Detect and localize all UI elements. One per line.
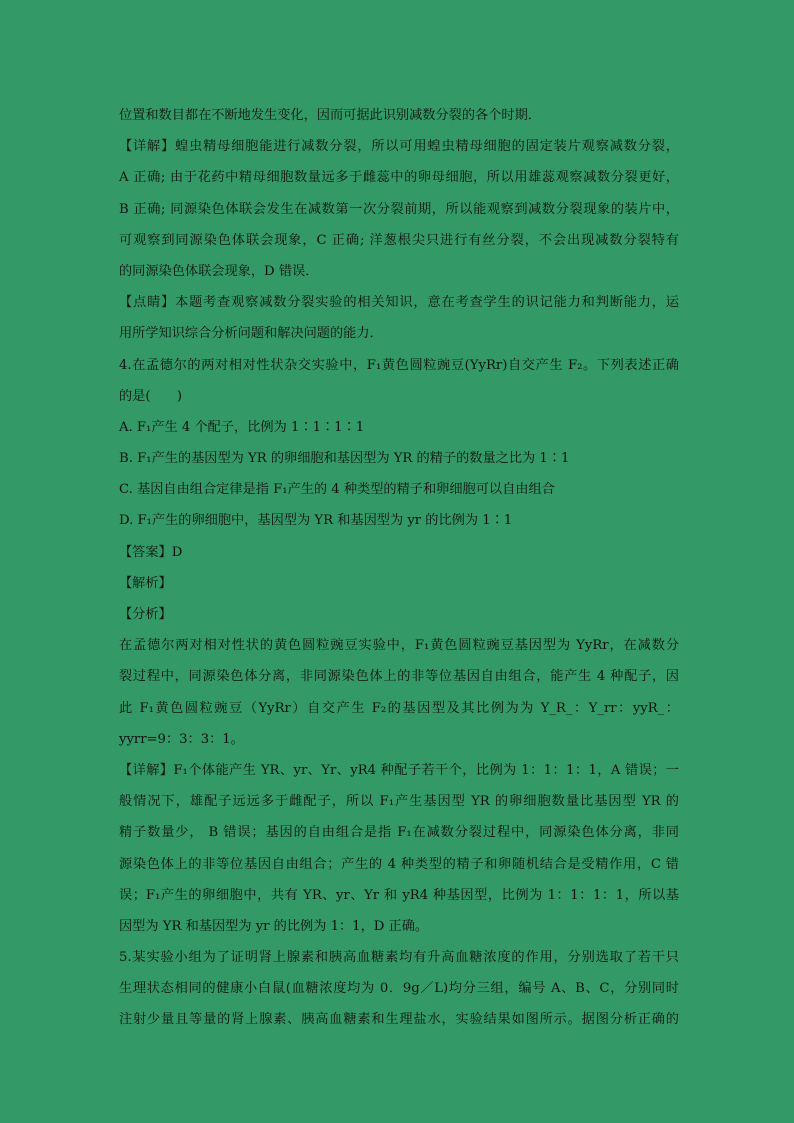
text-line: 【点睛】本题考查观察减数分裂实验的相关知识，意在考查学生的识记能力和判断能力，运: [119, 295, 679, 311]
text-line: 源染色体上的非等位基因自由组合；产生的 4 种类型的精子和卵随机结合是受精作用，C 错: [119, 856, 679, 872]
option-a: A. F₁产生 4 个配子，比例为 1∶1∶1∶1: [119, 419, 365, 435]
text-line: yyrr=9：3：3：1。: [119, 731, 244, 747]
text-line: 此 F₁黄色圆粒豌豆（YyRr）自交产生 F₂的基因型及其比例为为 Y_R_：Y_rr：yyR_：: [119, 700, 679, 716]
question-4-stem: 4.在孟德尔的两对相对性状杂交实验中，F₁黄色圆粒豌豆(YyRr)自交产生 F₂。下列表述正确: [119, 357, 679, 373]
analysis-heading: 【解析】: [119, 575, 172, 591]
text-line: 可观察到同源染色体联会现象，C 正确; 洋葱根尖只进行有丝分裂，不会出现减数分裂特有: [119, 232, 679, 248]
question-5-stem: 注射少量且等量的肾上腺素、胰高血糖素和生理盐水，实验结果如图所示。据图分析正确的: [119, 1012, 679, 1028]
answer-label: 【答案】D: [119, 544, 183, 560]
text-line: 误；F₁产生的卵细胞中，共有 YR、yr、Yr 和 yR4 种基因型，比例为 1：1：1：1，所以基: [119, 887, 679, 903]
text-line: 用所学知识综合分析问题和解决问题的能力．: [119, 326, 383, 342]
text-line: 的同源染色体联会现象，D 错误．: [119, 263, 319, 279]
text-line: 般情况下，雄配子远远多于雌配子，所以 F₁产生基因型 YR 的卵细胞数量比基因型 YR 的: [119, 794, 679, 810]
document-page: [119, 100, 679, 1036]
question-5-stem: 生理状态相同的健康小白鼠(血糖浓度均为 0．9g／L)均分三组，编号 A、B、C，分别同时: [119, 981, 679, 997]
text-line: 在孟德尔两对相对性状的黄色圆粒豌豆实验中，F₁黄色圆粒豌豆基因型为 YyRr，在减数分: [119, 638, 679, 654]
text-line: 精子数量少， B 错误；基因的自由组合是指 F₁在减数分裂过程中，同源染色体分离，非同: [119, 825, 679, 841]
option-b: B. F₁产生的基因型为 YR 的卵细胞和基因型为 YR 的精子的数量之比为 1∶1: [119, 451, 570, 467]
text-line: 【详解】F₁个体能产生 YR、yr、Yr、yR4 种配子若干个，比例为 1：1：1：1，A 错误；一: [119, 762, 679, 778]
text-line: A 正确; 由于花药中精母细胞数量远多于雌蕊中的卵母细胞，所以用雄蕊观察减数分裂更好，: [119, 170, 679, 186]
text-line: 位置和数目都在不断地发生变化，因而可据此识别减数分裂的各个时期．: [119, 108, 541, 123]
question-4-stem-end: 的是( ): [119, 388, 183, 404]
text-line: 裂过程中，同源染色体分离，非同源染色体上的非等位基因自由组合，能产生 4 种配子，因: [119, 669, 679, 685]
analysis-subheading: 【分析】: [119, 607, 172, 622]
option-c: C. 基因自由组合定律是指 F₁产生的 4 种类型的精子和卵细胞可以自由组合: [119, 482, 555, 498]
option-d: D. F₁产生的卵细胞中，基因型为 YR 和基因型为 yr 的比例为 1∶1: [119, 513, 513, 529]
text-line: B 正确; 同源染色体联会发生在减数第一次分裂前期，所以能观察到减数分裂现象的装片中，: [119, 201, 679, 217]
text-line: 【详解】蝗虫精母细胞能进行减数分裂，所以可用蝗虫精母细胞的固定装片观察减数分裂，: [119, 139, 679, 155]
question-5-stem: 5.某实验小组为了证明肾上腺素和胰高血糖素均有升高血糖浓度的作用，分别选取了若干只: [119, 950, 679, 966]
text-line: 因型为 YR 和基因型为 yr 的比例为 1：1，D 正确。: [119, 918, 429, 934]
